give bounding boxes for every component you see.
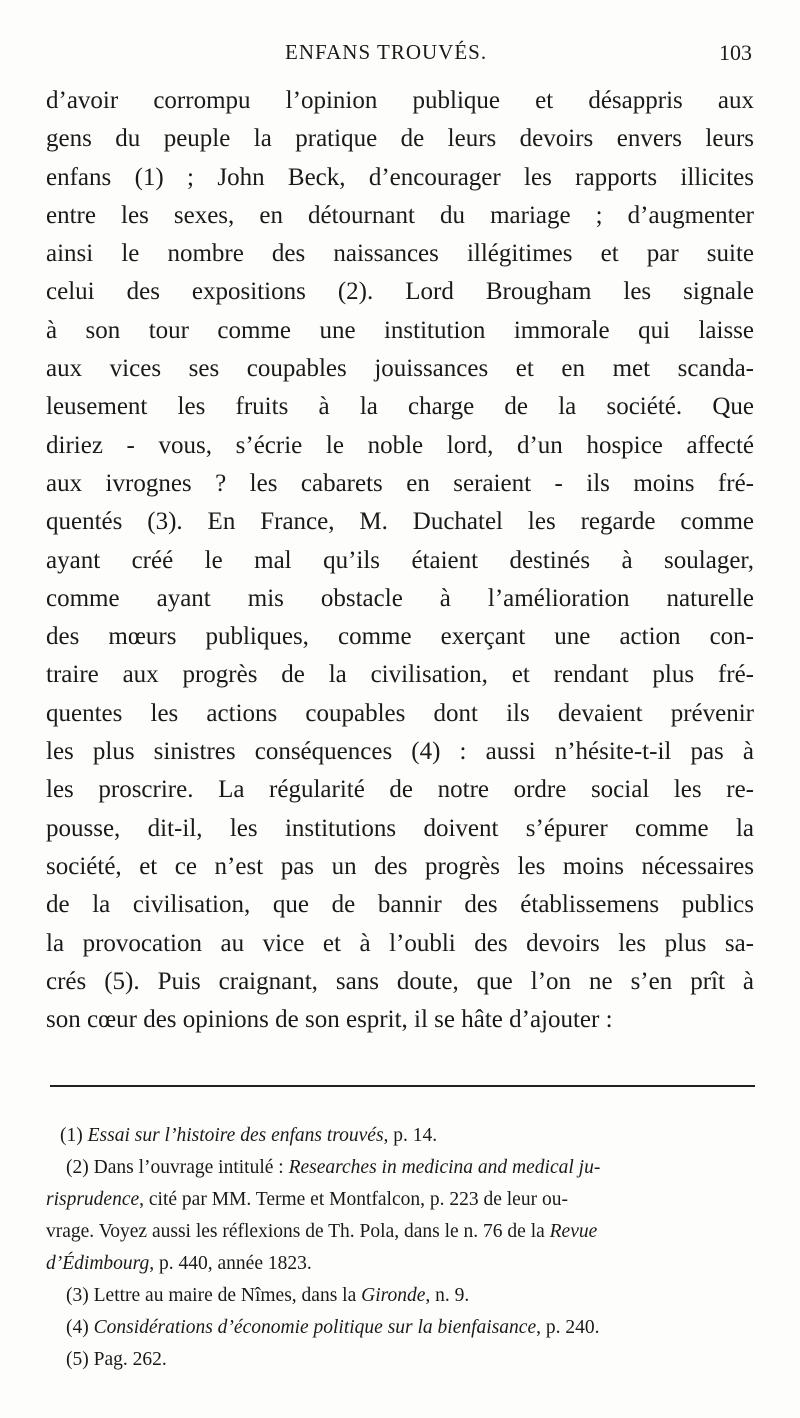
text-line: la provocation au vice et à l’oubli des devoirs les plus sa- bbox=[46, 929, 754, 957]
footnote-title: Gironde bbox=[361, 1285, 426, 1306]
footnote-rule bbox=[50, 1085, 755, 1087]
text-line: comme ayant mis obstacle à l’amélioration naturelle bbox=[46, 584, 754, 612]
text-line: enfans (1) ; John Beck, d’encourager les rapports illicites bbox=[46, 163, 754, 191]
footnote-5 bbox=[60, 1344, 760, 1376]
text-line: société, et ce n’est pas un des progrès les moins nécessaires bbox=[46, 852, 754, 880]
text-line: quentes les actions coupables dont ils devaient prévenir bbox=[46, 699, 754, 727]
footnote-text: Lettre au maire de Nîmes, dans la bbox=[93, 1285, 357, 1306]
footnote-2-line-2 bbox=[46, 1184, 760, 1216]
text-line: diriez - vous, s’écrie le noble lord, d’un hospice affecté bbox=[46, 431, 754, 459]
text-line: ainsi le nombre des naissances illégitimes et par suite bbox=[46, 240, 754, 268]
text-line: son cœur des opinions de son esprit, il se hâte d’ajouter : bbox=[46, 1006, 613, 1034]
footnote-marker: (3) bbox=[66, 1285, 89, 1306]
footnote-text: vrage. Voyez aussi les réflexions de Th. Pola, dans le n. 76 de la bbox=[46, 1221, 545, 1242]
text-line: les proscrire. La régularité de notre ordre social les re- bbox=[46, 776, 754, 804]
text-line: aux ivrognes ? les cabarets en seraient - ils moins fré- bbox=[46, 469, 754, 497]
footnote-marker: (4) bbox=[66, 1317, 89, 1338]
footnote-3 bbox=[60, 1280, 760, 1312]
footnote-marker: (2) bbox=[66, 1157, 89, 1178]
text-line: les plus sinistres conséquences (4) : aussi n’hésite-t-il pas à bbox=[46, 738, 754, 766]
body-text bbox=[46, 82, 754, 1039]
footnotes bbox=[46, 1120, 760, 1376]
text-line: pousse, dit-il, les institutions doivent s’épurer comme la bbox=[46, 814, 754, 842]
text-line: gens du peuple la pratique de leurs devoirs envers leurs bbox=[46, 125, 754, 153]
footnote-marker: (5) bbox=[66, 1349, 89, 1370]
footnote-text: , n. 9. bbox=[425, 1285, 470, 1306]
text-line: à son tour comme une institution immorale qui laisse bbox=[46, 316, 754, 344]
footnote-marker: (1) bbox=[60, 1125, 83, 1146]
footnote-journal: d’Édimbourg bbox=[46, 1253, 150, 1274]
footnote-4 bbox=[60, 1312, 760, 1344]
footnote-text: , p. 240. bbox=[536, 1317, 600, 1338]
footnote-text: , p. 440, année 1823. bbox=[149, 1253, 312, 1274]
text-line: de la civilisation, que de bannir des établissemens publics bbox=[46, 891, 754, 919]
text-line: des mœurs publiques, comme exerçant une action con- bbox=[46, 623, 754, 651]
text-line: ayant créé le mal qu’ils étaient destinés à soulager, bbox=[46, 546, 754, 574]
footnote-text: , cité par MM. Terme et Montfalcon, p. 223 de leur ou- bbox=[139, 1189, 568, 1210]
text-line: quentés (3). En France, M. Duchatel les regarde comme bbox=[46, 508, 754, 536]
text-line: celui des expositions (2). Lord Brougham les signale bbox=[46, 278, 754, 306]
footnote-title: Considérations d’économie politique sur la bienfaisance bbox=[93, 1317, 537, 1338]
footnote-text: Pag. 262. bbox=[93, 1349, 167, 1370]
page-number: 103 bbox=[719, 40, 752, 65]
footnote-journal: Revue bbox=[549, 1221, 598, 1242]
text-line: d’avoir corrompu l’opinion publique et désappris aux bbox=[46, 87, 754, 114]
text-line: leusement les fruits à la charge de la société. Que bbox=[46, 393, 754, 421]
text-line: aux vices ses coupables jouissances et en met scanda- bbox=[46, 355, 754, 383]
footnote-text: Dans l’ouvrage intitulé : bbox=[93, 1157, 284, 1178]
text-line: crés (5). Puis craignant, sans doute, que l’on ne s’en prît à bbox=[46, 967, 754, 995]
text-line: traire aux progrès de la civilisation, et rendant plus fré- bbox=[46, 661, 754, 689]
running-head bbox=[0, 40, 800, 76]
text-line: entre les sexes, en détournant du mariage ; d’augmenter bbox=[46, 201, 754, 229]
footnote-1 bbox=[60, 1120, 760, 1152]
footnote-title: Researches in medicina and medical ju- bbox=[288, 1157, 601, 1178]
footnote-2-line-3 bbox=[46, 1216, 760, 1248]
footnote-title: risprudence bbox=[46, 1189, 140, 1210]
running-title: ENFANS TROUVÉS. bbox=[285, 40, 488, 64]
footnote-2-line-4 bbox=[46, 1248, 760, 1280]
footnote-2 bbox=[60, 1152, 760, 1184]
footnote-text: , p. 14. bbox=[383, 1125, 438, 1146]
footnote-title: Essai sur l’histoire des enfans trouvés bbox=[87, 1125, 384, 1146]
